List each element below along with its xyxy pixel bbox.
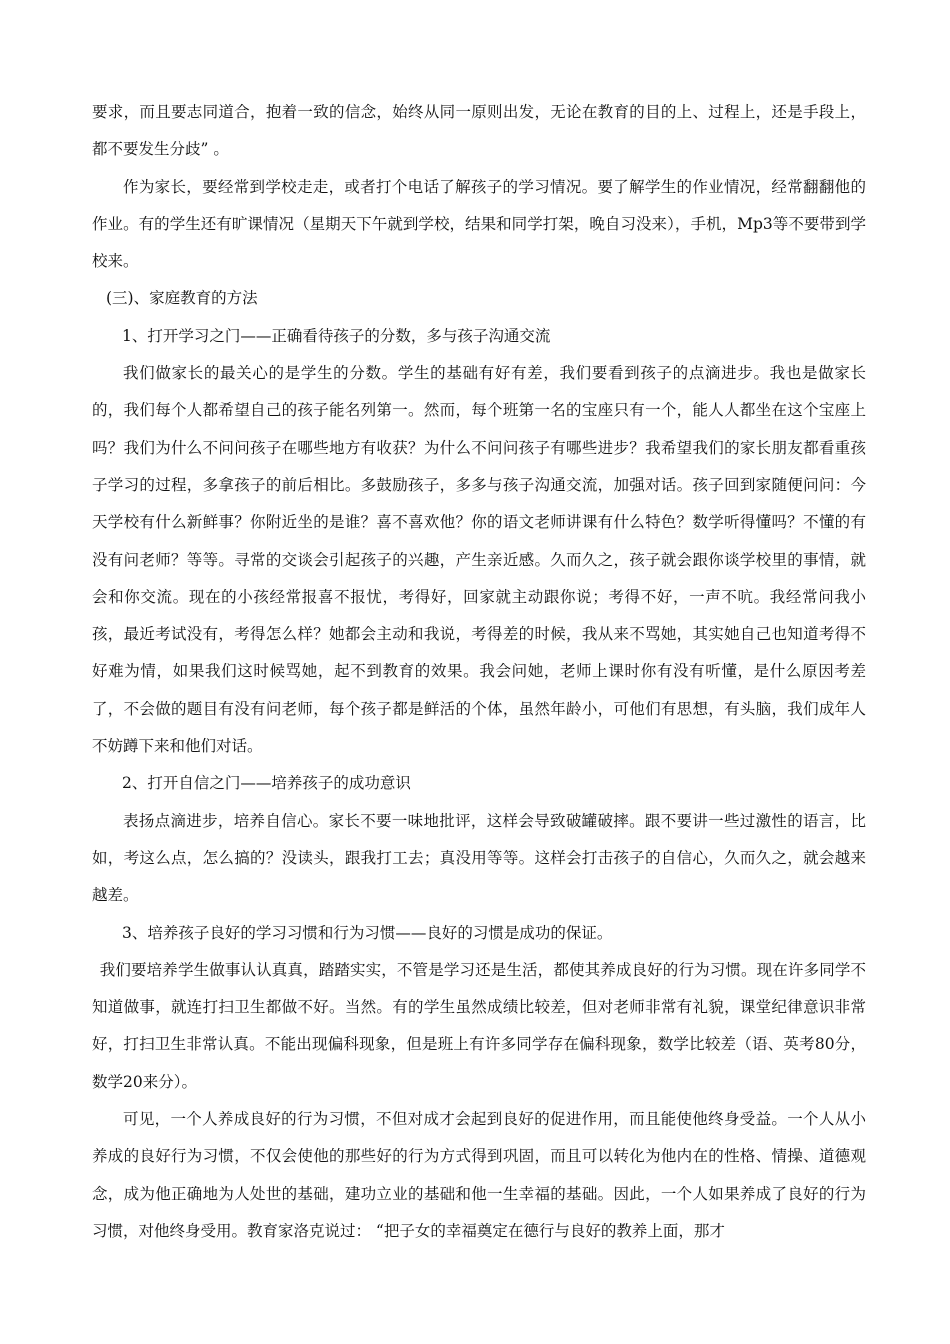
subheading-habits: 3、培养孩子良好的学习习惯和行为习惯——良好的习惯是成功的保证。 [122, 923, 613, 942]
subheading-confidence-door: 2、打开自信之门——培养孩子的成功意识 [122, 774, 411, 793]
paragraph-habits: 我们要培养学生做事认认真真，踏踏实实，不管是学习还是生活，都使其养成良好的行为习惯。现在许多同学不知道做事，就连打扫卫生都做不好。当然。有的学生虽然成绩比较差，但对老师非常有礼貌，课堂纪律意识非常好，打扫卫生非常认真。不能出现偏科现象，但是班上有许多同学存在偏科现象，数学比较差（语、英考80分，数学20来分）。 [92, 960, 866, 1091]
paragraph-conclusion: 可见，一个人养成良好的行为习惯，不但对成才会起到良好的促进作用，而且能使他终身受益。一个人从小养成的良好行为习惯，不仅会使他的那些好的行为方式得到巩固，而且可以转化为他内在的性格、情操、道德观念，成为他正确地为人处世的基础，建功立业的基础和他一生幸福的基础。因此，一个人如果养成了良好的行为习惯，对他终身受用。教育家洛克说过： “把子女的幸福奠定在德行与良好的教养上面，那才 [92, 1110, 866, 1240]
paragraph-scores: 我们做家长的最关心的是学生的分数。学生的基础有好有差，我们要看到孩子的点滴进步。我也是做家长的，我们每个人都希望自己的孩子能名列第一。然而，每个班第一名的宝座只有一个，能人人都坐在这个宝座上吗？我们为什么不问问孩子在哪些地方有收获？为什么不问问孩子有哪些进步？我希望我们的家长朋友都看重孩子学习的过程，多拿孩子的前后相比。多鼓励孩子，多多与孩子沟通交流，加强对话。孩子回到家随便问问：今天学校有什么新鲜事？你附近坐的是谁？喜不喜欢他？你的语文老师讲课有什么特色？数学听得懂吗？不懂的有没有问老师？等等。寻常的交谈会引起孩子的兴趣，产生亲近感。久而久之，孩子就会跟你谈学校里的事情，就会和你交流。现在的小孩经常报喜不报忧，考得好，回家就主动跟你说；考得不好，一声不吭。我经常问我小孩，最近考试没有，考得怎么样？她都会主动和我说，考得差的时候，我从来不骂她，其实她自己也知道考得不好难为情，如果我们这时候骂她，起不到教育的效果。我会问她，老师上课时你有没有听懂，是什么原因考差了，不会做的题目有没有问老师，每个孩子都是鲜活的个体，虽然年龄小，可他们有思想，有头脑，我们成年人不妨蹲下来和他们对话。 [92, 364, 866, 756]
paragraph-praise: 表扬点滴进步，培养自信心。家长不要一味地批评，这样会导致破罐破摔。跟不要讲一些过激性的语言，比如，考这么点，怎么搞的？没读头，跟我打工去；真没用等等。这样会打击孩子的自信心，久而久之，就会越来越差。 [92, 811, 866, 905]
paragraph-continuation: 要求，而且要志同道合，抱着一致的信念，始终从同一原则出发，无论在教育的目的上、过程上，还是手段上，都不要发生分歧” 。 [92, 103, 866, 159]
subheading-learning-door: 1、打开学习之门——正确看待孩子的分数，多与孩子沟通交流 [122, 326, 551, 345]
section-heading-methods: (三)、家庭教育的方法 [106, 289, 258, 308]
document-page [92, 94, 866, 1250]
paragraph-parent-involvement: 作为家长，要经常到学校走走，或者打个电话了解孩子的学习情况。要了解学生的作业情况，经常翻翻他的作业。有的学生还有旷课情况（星期天下午就到学校，结果和同学打架，晚自习没来），手机，Mp3等不要带到学校来。 [92, 177, 866, 271]
